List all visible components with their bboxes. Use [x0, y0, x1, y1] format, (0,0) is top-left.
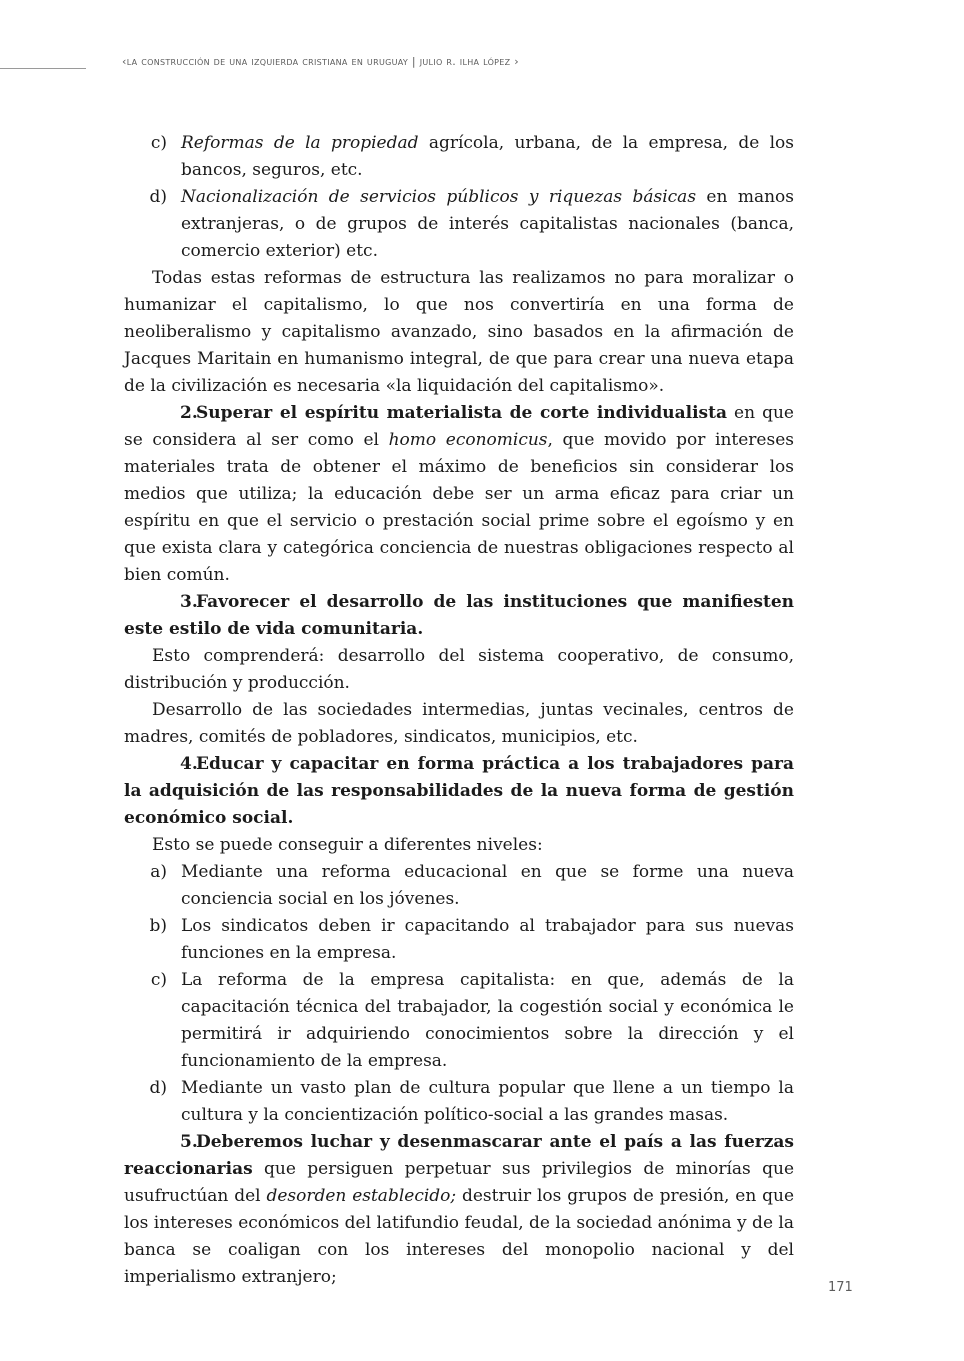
paragraph: Esto comprenderá: desarrollo del sistema cooperativo, de consumo, distribución y producción. [124, 646, 794, 693]
list-text: Nacionalización de servicios públicos y riquezas básicas en manos extranjeras, o de grupos de interés capitalistas nacionales (banca, comercio exterior) etc. [181, 187, 794, 261]
point-heading: Educar y capacitar en forma práctica a los trabajadores para la adquisición de las responsabilidades de la nueva forma de gestión económico social. [124, 754, 794, 828]
list-item [124, 1075, 794, 1129]
list-text: Mediante una reforma educacional en que se forme una nueva conciencia social en los jóvenes. [181, 862, 794, 909]
list-marker: d) [149, 1078, 167, 1098]
point-2: 2.Superar el espíritu materialista de corte individualista en que se considera al ser como el homo economicus, que movido por intereses materiales trata de obtener el máximo de beneficios sin considerar los medios que utiliza; la educación debe ser un arma eficaz para criar un espíritu en que el servicio o prestación social prime sobre el egoísmo y en que exista clara y categórica conciencia de nuestras obligaciones respecto al bien común. [124, 400, 794, 589]
point-number: 4. [180, 754, 198, 774]
list-item [124, 859, 794, 913]
point-number: 3. [180, 592, 198, 612]
header-rule [0, 68, 86, 69]
page-number: 171 [828, 1280, 853, 1295]
list-marker: c) [150, 133, 167, 153]
point-number: 5. [180, 1132, 198, 1152]
list-marker: a) [150, 862, 167, 882]
list-item [124, 913, 794, 967]
point-3 [124, 589, 794, 643]
point-heading: Favorecer el desarrollo de las instituciones que manifiesten este estilo de vida comunitaria. [124, 592, 794, 639]
paragraph: Esto se puede conseguir a diferentes niveles: [152, 835, 543, 855]
point-5: 5.Deberemos luchar y desenmascarar ante el país a las fuerzas reaccionarias que persiguen perpetuar sus privilegios de minorías que usufructúan del desorden establecido; destruir los grupos de presión, en que los intereses económicos del latifundio feudal, de la sociedad anónima y de la banca se coaligan con los intereses del monopolio nacional y del imperialismo extranjero; [124, 1129, 794, 1291]
list-marker: c) [150, 970, 167, 990]
list-text: Los sindicatos deben ir capacitando al trabajador para sus nuevas funciones en la empresa. [181, 916, 794, 963]
point-heading: Deberemos luchar y desenmascarar ante el país a las fuerzas reaccionarias [124, 1132, 794, 1179]
page-body [124, 130, 794, 1291]
point-4 [124, 751, 794, 832]
list-marker: b) [149, 916, 167, 936]
list-text: Reformas de la propiedad agrícola, urbana, de la empresa, de los bancos, seguros, etc. [181, 133, 794, 180]
running-header: ‹la construcción de una izquierda cristiana en uruguay | julio r. ilha lópez › [122, 55, 519, 68]
point-number: 2. [180, 403, 198, 423]
list-text: Mediante un vasto plan de cultura popular que llene a un tiempo la cultura y la concientización político-social a las grandes masas. [181, 1078, 794, 1125]
paragraph: Todas estas reformas de estructura las realizamos no para moralizar o humanizar el capitalismo, lo que nos convertiría en una forma de neoliberalismo y capitalismo avanzado, sino basados en la afirmación de Jacques Maritain en humanismo integral, de que para crear una nueva etapa de la civilización es necesaria «la liquidación del capitalismo». [124, 268, 794, 396]
list-marker: d) [149, 187, 167, 207]
author-name: julio r. ilha lópez [419, 55, 511, 68]
list-item [124, 967, 794, 1075]
paragraph: Desarrollo de las sociedades intermedias, juntas vecinales, centros de madres, comités de pobladores, sindicatos, municipios, etc. [124, 700, 794, 747]
list-text: La reforma de la empresa capitalista: en que, además de la capacitación técnica del trabajador, la cogestión social y económica le permitirá ir adquiriendo conocimientos sobre la dirección y el funcionamiento de la empresa. [181, 970, 794, 1071]
point-heading: Superar el espíritu materialista de corte individualista [196, 403, 727, 423]
book-title: la construcción de una izquierda cristiana en uruguay [126, 55, 409, 68]
list-item [124, 184, 794, 265]
list-item [124, 130, 794, 184]
